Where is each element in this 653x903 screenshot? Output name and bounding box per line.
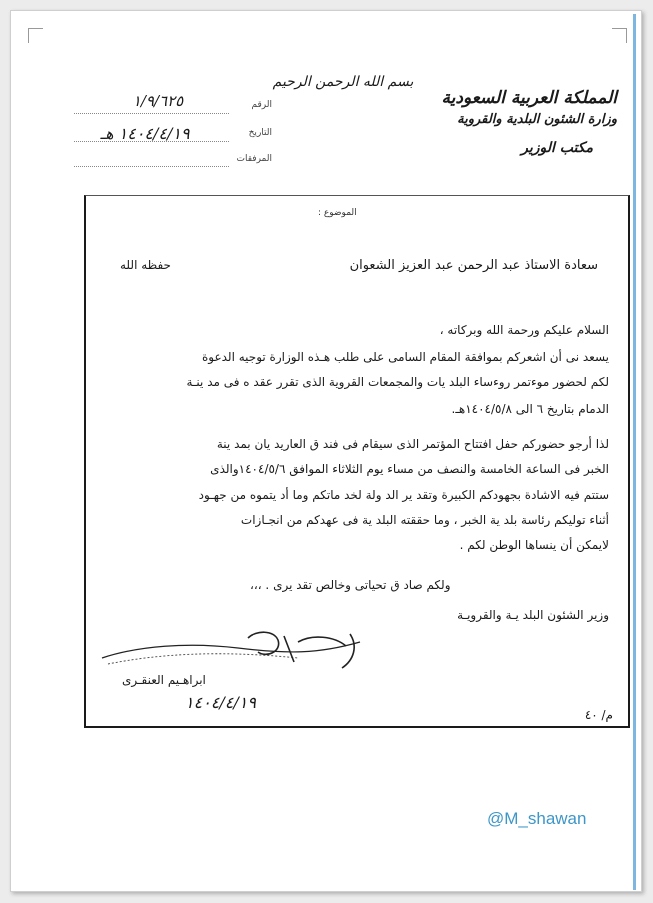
number-value: ١/٩/٦٢٥ — [132, 92, 184, 110]
signatory-title: وزير الشئون البلد يـة والقرويـة — [457, 608, 609, 622]
paragraph2-line: لذا أرجو حضوركم حفل افتتاح المؤتمر الذى سيقام فى فند ق العاريد يان بمد ينة — [216, 437, 609, 451]
ministry-name: وزارة الشئون البلدية والقروية — [457, 112, 617, 127]
closing: ولكم صاد ق تحياتى وخالص تقد يرى . ،،، — [250, 578, 451, 592]
date-label: التاريخ — [248, 128, 272, 138]
attachments-label: المرفقات — [236, 154, 272, 164]
corner-mark-left — [28, 28, 43, 43]
signature-date: ١٤٠٤/٤/١٩ — [185, 693, 256, 712]
date-value: ١٤٠٤/٤/١٩ هـ — [100, 124, 190, 143]
bismillah: بسم الله الرحمن الرحيم — [272, 74, 414, 90]
reference-code: م/ ٤٠ — [584, 708, 613, 722]
paragraph2-line: لايمكن أن ينساها الوطن لكم . — [459, 538, 609, 552]
watermark: @M_shawan — [487, 809, 587, 828]
page-edge-highlight — [633, 14, 636, 890]
number-label: الرقم — [251, 100, 272, 110]
paragraph2-line: أثناء توليكم رئاسة بلد ية الخبر ، وما حققته البلد ية فى عهدكم من انجـازات — [240, 513, 609, 527]
handwritten-signature — [98, 628, 368, 678]
paragraph1-line: لكم لحضور موءتمر روءساء البلد يات والمجمعات القروية الذى تقرر عقد ه فى مد ينـة — [186, 375, 609, 389]
paragraph1-line: الدمام بتاريخ ٦ الى ١٤٠٤/٥/٨هـ. — [451, 402, 609, 416]
attachments-line — [74, 166, 229, 167]
paragraph2-line: الخبر فى الساعة الخامسة والنصف من مساء يوم الثلاثاء الموافق ١٤٠٤/٥/٦والذى — [210, 462, 609, 476]
recipient: سعادة الاستاذ عبد الرحمن عبد العزيز الشعوان — [349, 258, 598, 273]
corner-mark-right — [612, 28, 627, 43]
signatory-name: ابراهـيم العنقـرى — [122, 673, 206, 687]
recipient-suffix: حفظه الله — [120, 258, 171, 272]
subject-label: الموضوع : — [318, 208, 357, 218]
kingdom-name: المملكة العربية السعودية — [441, 88, 617, 108]
office-name: مكتب الوزير — [521, 140, 593, 156]
paragraph2-line: ستتم فيه الاشادة بجهودكم الكبيرة وتقد ير الد ولة لخد ماتكم وما أد يتموه من جهـود — [198, 488, 609, 502]
greeting: السلام عليكم ورحمة الله وبركاته ، — [439, 323, 609, 337]
number-line — [74, 113, 229, 114]
paragraph1-line: يسعد نى أن اشعركم بموافقة المقام السامى على طلب هـذه الوزارة توجيه الدعوة — [201, 350, 609, 364]
